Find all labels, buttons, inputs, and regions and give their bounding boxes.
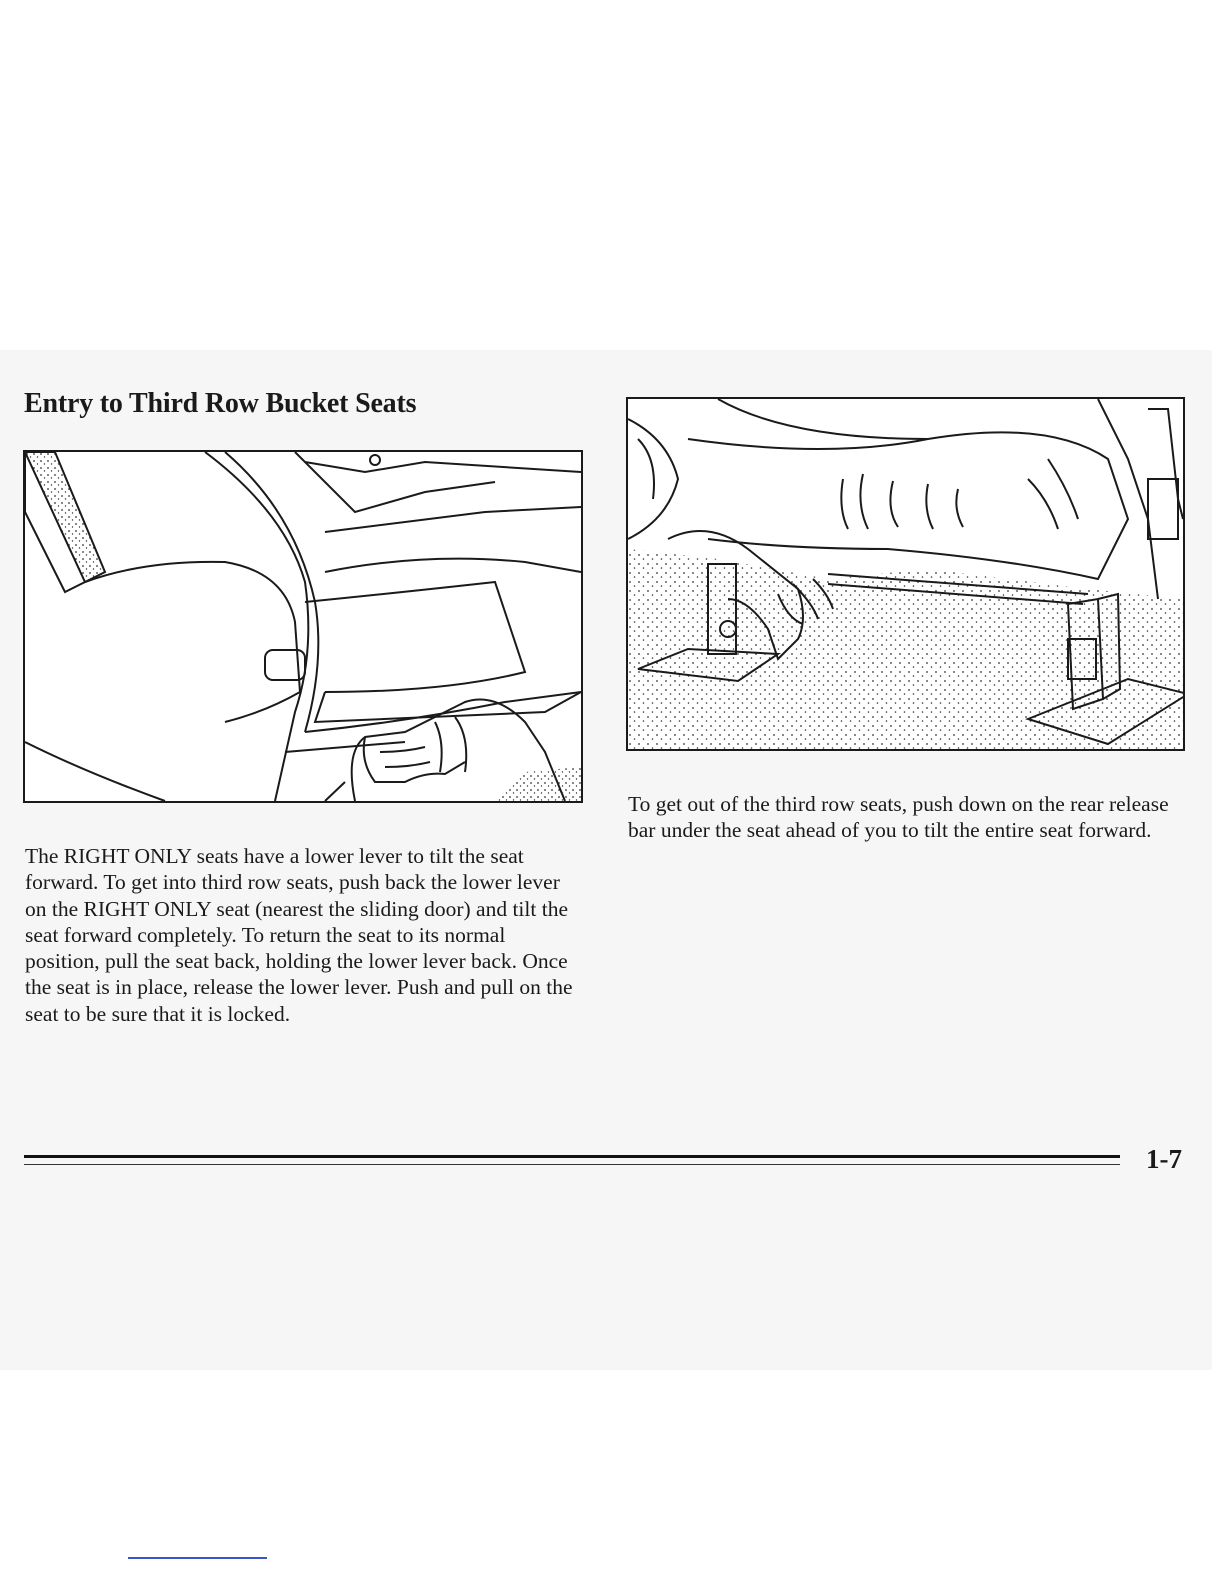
release-bar-illustration — [626, 397, 1185, 751]
link-underline — [128, 1557, 267, 1559]
section-title: Entry to Third Row Bucket Seats — [24, 388, 417, 419]
footer-rule-thin — [24, 1164, 1120, 1165]
page-number: 1-7 — [1146, 1144, 1182, 1174]
left-paragraph: The RIGHT ONLY seats have a lower lever to tilt the seat forward. To get into third row seats, push back the lower lever on the RIGHT ONLY seat (nearest the sliding door) and tilt the seat forward completely. To return the seat to its normal position, pull the seat back, holding the lower lever back. Once the seat is in place, release the lower lever. Push and pull on the seat to be sure that it is locked. — [25, 844, 573, 1026]
footer-rule-thick — [24, 1155, 1120, 1158]
seat-lever-illustration — [23, 450, 583, 803]
right-paragraph: To get out of the third row seats, push down on the rear release bar under the seat ahead of you to tilt the entire seat forward. — [628, 792, 1169, 843]
